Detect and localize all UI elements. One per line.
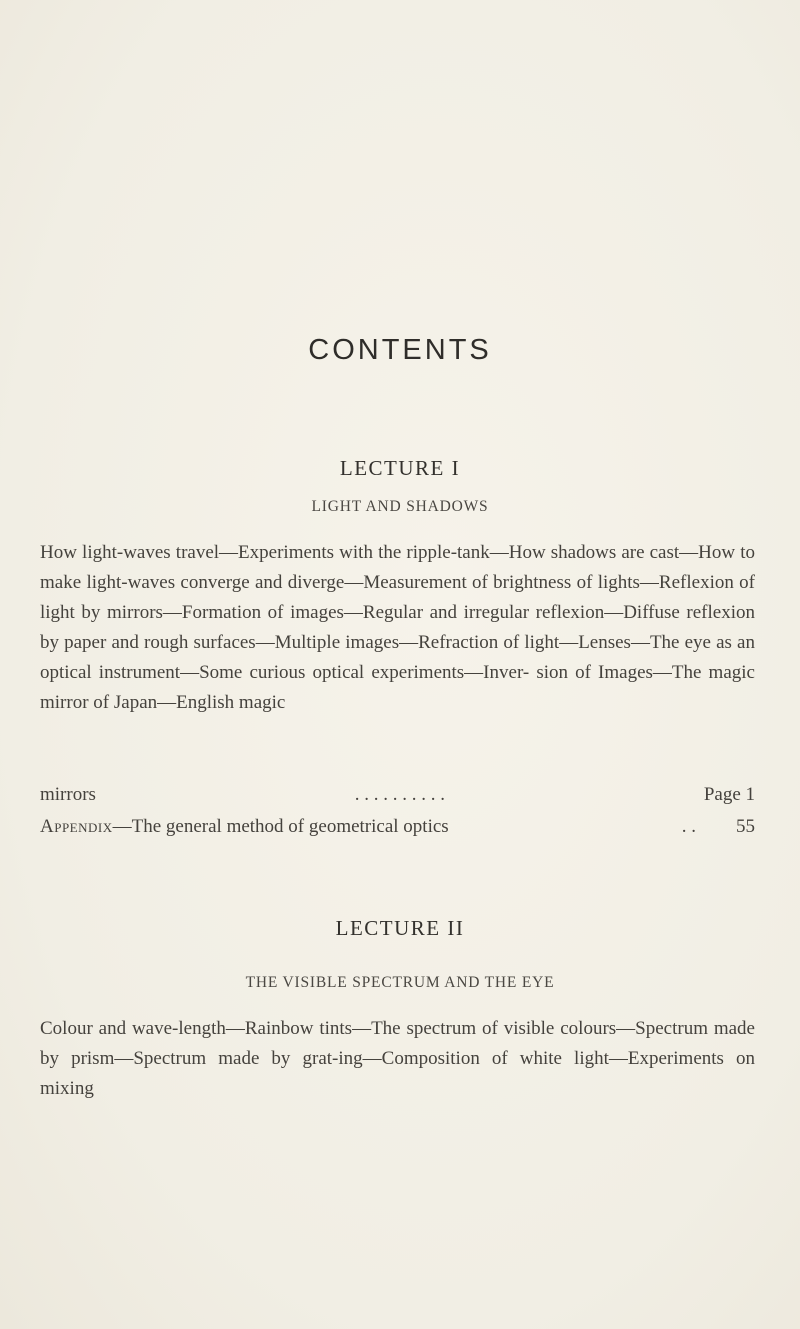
lecture-1-subheading: LIGHT AND SHADOWS: [311, 498, 489, 515]
lecture-1-final-text: mirrors: [40, 784, 96, 805]
lecture-1-page-entry: [40, 780, 755, 810]
dot-leader: . . . . . . . . . .: [354, 784, 445, 805]
lecture-1-summary-text: How light-waves travel—Experiments with the ripple-tank—How shadows are cast—How to make light-waves converge and diverge—Measurement of brightness of lights—Reflexion of light by mirrors—Formation of images—Regular and irregular reflexion—Diffuse reflexion by paper and rough surfaces—Multiple images—Refraction of light—Lenses—The eye as an optical instrument—Some curious optical experiments—Inver-: [40, 542, 755, 684]
page-reference: Page 1: [703, 784, 755, 805]
appendix-page-ref: [682, 812, 755, 842]
appendix-label: Appendix: [40, 816, 113, 837]
page-title: CONTENTS: [308, 334, 492, 366]
lecture-2-heading: LECTURE II: [335, 916, 465, 940]
appendix-text: —The general method of geometrical optics: [112, 816, 449, 837]
lecture-1-summary-text-cont: sion of Images—The magic mirror of Japan—English magic: [40, 662, 755, 714]
lecture-2-subheading: THE VISIBLE SPECTRUM AND THE EYE: [245, 974, 555, 991]
lecture-1-heading: LECTURE I: [339, 456, 461, 480]
dot-leader: . .: [681, 816, 696, 837]
lecture-2-summary: Colour and wave-length—Rainbow tints—The spectrum of visible colours—Spectrum made by prism—Spectrum made by grat-ing—Composition of white light—Experiments on mixing: [40, 1018, 755, 1100]
lecture-1-summary: [40, 538, 755, 749]
appendix-entry: [40, 812, 755, 842]
appendix-page-number: 55: [736, 816, 755, 837]
appendix-title: [40, 812, 449, 842]
